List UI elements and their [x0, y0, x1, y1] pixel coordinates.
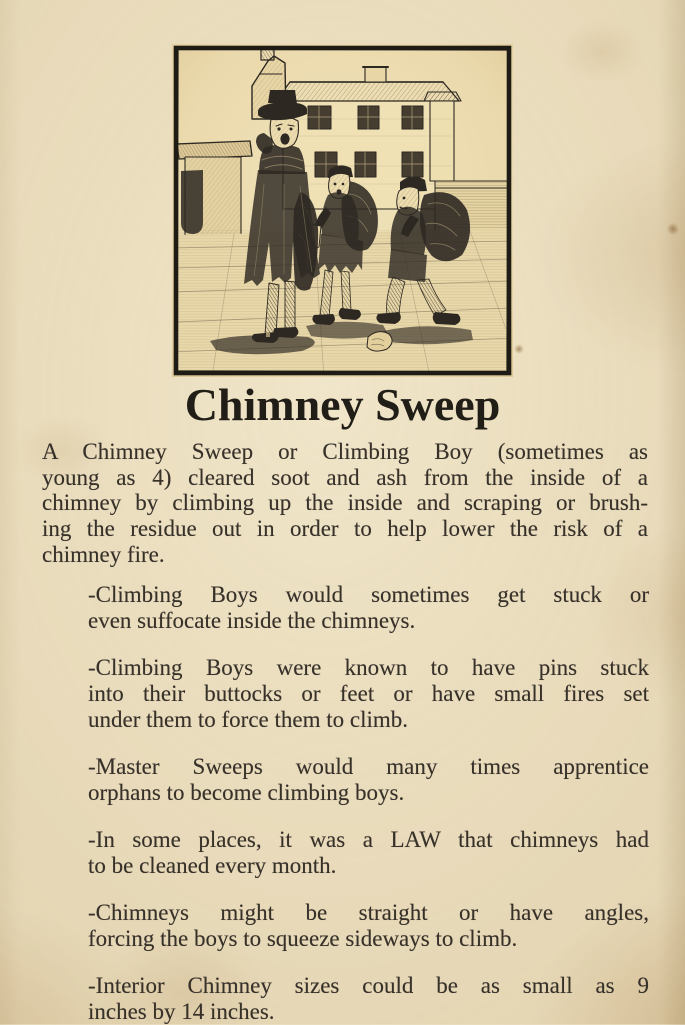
bullet-list	[88, 582, 649, 1025]
bullet-item: -Interior Chimney sizes could be as small as 9 inches by 14 inches.	[88, 972, 649, 1024]
chimney-sweep-engraving	[172, 44, 513, 377]
bullet-item: -Master Sweeps would many times apprentice orphans to become climbing boys.	[88, 753, 649, 805]
intro-paragraph: A Chimney Sweep or Climbing Boy (sometimes as young as 4) cleared soot and ash from the inside of a chimney by climbing up the inside and scraping or brush- ing the residue out in order to help lower the risk of a chimney fire.	[42, 439, 648, 567]
page-title: Chimney Sweep	[184, 379, 501, 430]
bullet-item: -Climbing Boys would sometimes get stuck or even suffocate inside the chimneys.	[88, 581, 649, 633]
bullet-item: -Climbing Boys were known to have pins stuck into their buttocks or feet or have small fires set under them to force them to climb.	[88, 654, 649, 732]
bullet-item: -In some places, it was a LAW that chimneys had to be cleaned every month.	[88, 826, 649, 878]
bullet-item: -Chimneys might be straight or have angles, forcing the boys to squeeze sideways to climb.	[88, 899, 649, 951]
chimney-sweep-engraving-svg	[172, 44, 513, 377]
